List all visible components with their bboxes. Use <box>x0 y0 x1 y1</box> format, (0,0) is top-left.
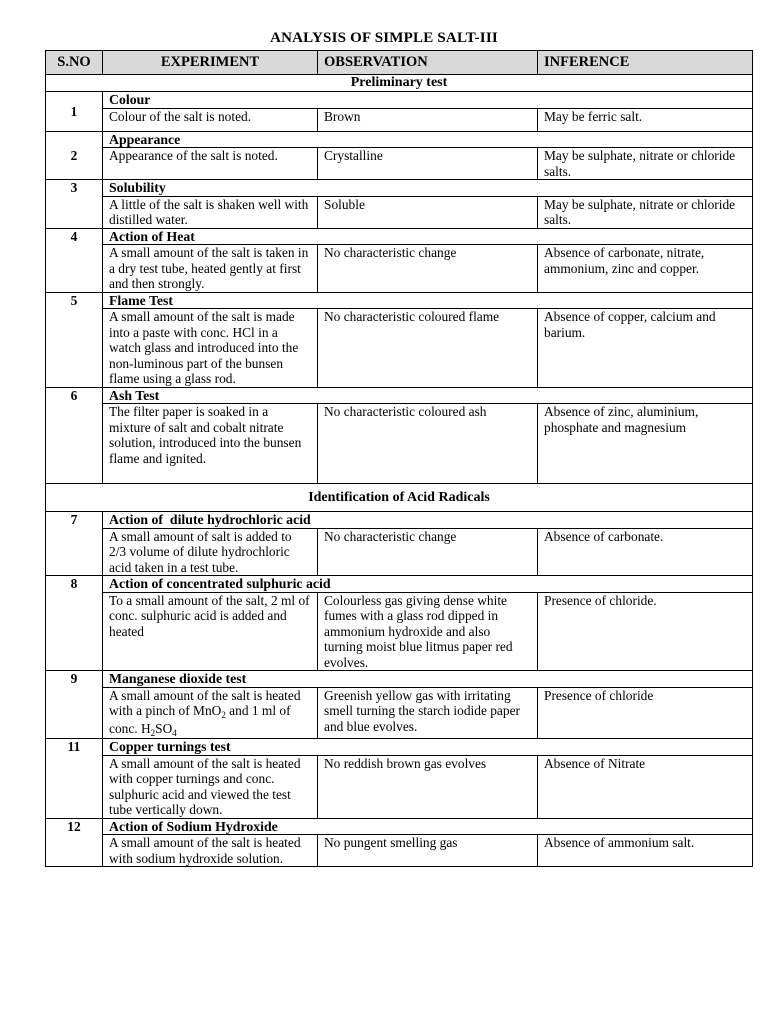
row-sno: 9 <box>46 671 103 739</box>
row-experiment: A small amount of the salt is heated with copper turnings and conc. sulphuric acid and viewed the test tube vertically down. <box>103 755 318 818</box>
analysis-table <box>45 50 753 867</box>
row-observation: No characteristic change <box>318 245 538 293</box>
experiment-text: A small amount of the salt is heated with a pinch of MnO <box>109 687 301 718</box>
header-experiment: EXPERIMENT <box>103 51 318 75</box>
table-row <box>46 387 753 404</box>
header-inference: INFERENCE <box>538 51 753 75</box>
row-observation: No pungent smelling gas <box>318 835 538 867</box>
row-experiment: A little of the salt is shaken well with distilled water. <box>103 196 318 228</box>
table-header-row <box>46 51 753 75</box>
row-observation: Crystalline <box>318 148 538 180</box>
row-heading: Action of Sodium Hydroxide <box>103 818 753 835</box>
row-observation: Soluble <box>318 196 538 228</box>
row-heading: Manganese dioxide test <box>103 671 753 688</box>
subscript: 2 <box>221 710 226 720</box>
row-sno: 2 <box>46 131 103 180</box>
row-heading: Action of concentrated sulphuric acid <box>103 576 753 593</box>
table-row <box>46 148 753 180</box>
table-row <box>46 739 753 756</box>
section-acid-radicals: Identification of Acid Radicals <box>46 484 753 512</box>
row-heading: Flame Test <box>103 292 753 309</box>
row-observation: No characteristic coloured flame <box>318 309 538 388</box>
row-sno: 5 <box>46 292 103 387</box>
row-heading: Action of Heat <box>103 228 753 245</box>
row-inference: Absence of copper, calcium and barium. <box>538 309 753 388</box>
table-row <box>46 309 753 388</box>
row-experiment: A small amount of the salt is made into a paste with conc. HCl in a watch glass and introduced into the non-luminous part of the bunsen flame using a glass rod. <box>103 309 318 388</box>
row-inference: Absence of zinc, aluminium, phosphate and magnesium <box>538 404 753 484</box>
row-observation: Greenish yellow gas with irritating smell turning the starch iodide paper and blue evolves. <box>318 687 538 739</box>
row-sno: 1 <box>46 92 103 132</box>
row-observation: No characteristic change <box>318 528 538 576</box>
section-row <box>46 75 753 92</box>
row-observation: No characteristic coloured ash <box>318 404 538 484</box>
table-row <box>46 228 753 245</box>
row-experiment: To a small amount of the salt, 2 ml of conc. sulphuric acid is added and heated <box>103 592 318 671</box>
row-heading: Ash Test <box>103 387 753 404</box>
section-preliminary: Preliminary test <box>46 75 753 92</box>
row-sno: 12 <box>46 818 103 867</box>
table-row <box>46 835 753 867</box>
header-observation: OBSERVATION <box>318 51 538 75</box>
row-sno: 11 <box>46 739 103 819</box>
table-row <box>46 512 753 529</box>
table-row <box>46 592 753 671</box>
row-sno: 3 <box>46 180 103 229</box>
document-title: ANALYSIS OF SIMPLE SALT-III <box>270 30 498 46</box>
row-sno: 8 <box>46 576 103 671</box>
row-inference: Absence of carbonate, nitrate, ammonium, zinc and copper. <box>538 245 753 293</box>
table-row <box>46 755 753 818</box>
table-row <box>46 528 753 576</box>
row-observation: Colourless gas giving dense white fumes with a glass rod dipped in ammonium hydroxide and also turning moist blue litmus paper red evolves. <box>318 592 538 671</box>
row-sno: 6 <box>46 387 103 484</box>
table-row <box>46 131 753 148</box>
row-inference: May be sulphate, nitrate or chloride salts. <box>538 148 753 180</box>
table-row <box>46 671 753 688</box>
row-inference: Presence of chloride <box>538 687 753 739</box>
subscript: 4 <box>172 727 177 738</box>
table-row <box>46 576 753 593</box>
table-row <box>46 292 753 309</box>
row-heading: Copper turnings test <box>103 739 753 756</box>
row-inference: Absence of carbonate. <box>538 528 753 576</box>
row-experiment: A small amount of the salt is heated with sodium hydroxide solution. <box>103 835 318 867</box>
row-sno: 7 <box>46 512 103 576</box>
row-heading: Action of dilute hydrochloric acid <box>103 512 753 529</box>
row-heading: Appearance <box>103 131 753 148</box>
row-experiment: The filter paper is soaked in a mixture of salt and cobalt nitrate solution, introduced into the bunsen flame and ignited. <box>103 404 318 484</box>
row-heading: Solubility <box>103 180 753 197</box>
row-observation: Brown <box>318 108 538 131</box>
header-sno: S.NO <box>46 51 103 75</box>
table-row <box>46 818 753 835</box>
row-experiment: A small amount of the salt is taken in a dry test tube, heated gently at first and then strongly. <box>103 245 318 293</box>
row-experiment: Appearance of the salt is noted. <box>103 148 318 180</box>
row-inference: Absence of Nitrate <box>538 755 753 818</box>
row-inference: May be ferric salt. <box>538 108 753 131</box>
row-sno: 4 <box>46 228 103 292</box>
table-row <box>46 245 753 293</box>
experiment-text: SO <box>155 720 173 736</box>
row-experiment: Colour of the salt is noted. <box>103 108 318 131</box>
table-row <box>46 687 753 739</box>
table-row <box>46 180 753 197</box>
row-experiment: A small amount of salt is added to 2/3 volume of dilute hydrochloric acid taken in a test tube. <box>103 528 318 576</box>
table-row <box>46 108 753 131</box>
row-heading: Colour <box>103 92 753 109</box>
section-row <box>46 484 753 512</box>
table-row <box>46 404 753 484</box>
row-observation: No reddish brown gas evolves <box>318 755 538 818</box>
row-experiment <box>103 687 318 739</box>
row-inference: May be sulphate, nitrate or chloride salts. <box>538 196 753 228</box>
table-row <box>46 196 753 228</box>
table-row <box>46 92 753 109</box>
row-inference: Presence of chloride. <box>538 592 753 671</box>
row-inference: Absence of ammonium salt. <box>538 835 753 867</box>
experiment-text: and 1 ml of conc. H <box>109 703 291 736</box>
subscript: 2 <box>150 727 156 738</box>
